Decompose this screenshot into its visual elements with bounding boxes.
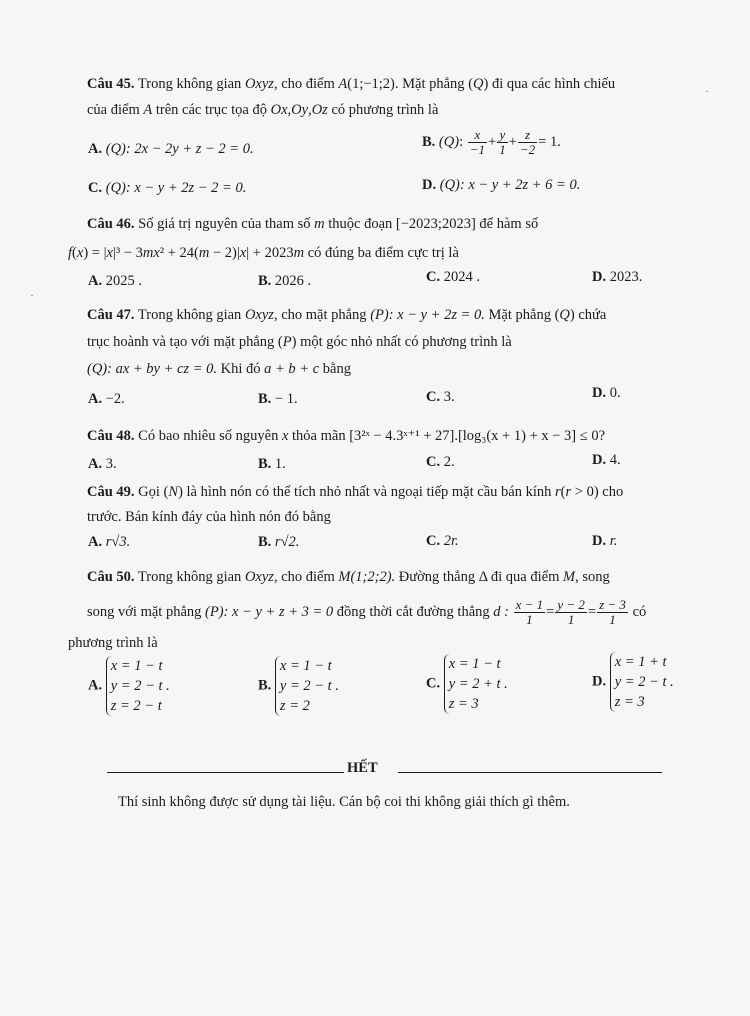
q48-option-b: B. 1.: [258, 456, 286, 472]
q46-line2: f(x) = |x|³ − 3mx² + 24(m − 2)|x| + 2023m có đúng ba điểm cực trị là: [68, 245, 459, 261]
q48-option-c: C. 2.: [426, 454, 455, 470]
q50-line3: phương trình là: [68, 635, 158, 651]
q47-line2: trục hoành và tạo với mặt phẳng (P) một góc nhỏ nhất có phương trình là: [87, 334, 512, 350]
q46-number: Câu 46.: [87, 216, 135, 232]
q50-number: Câu 50.: [87, 569, 135, 585]
q49-option-d: D. r.: [592, 533, 618, 549]
q50-option-d: D. x = 1 + t y = 2 − t . z = 3: [592, 654, 674, 710]
q50-option-c: C. x = 1 − t y = 2 + t . z = 3: [426, 656, 508, 712]
q47-line1: Câu 47. Trong không gian Oxyz, cho mặt phẳng (P): x − y + 2z = 0. Mặt phẳng (Q) chứa: [87, 307, 607, 323]
q50-system-a: x = 1 − t y = 2 − t . z = 2 − t: [106, 656, 170, 716]
end-divider-left: [107, 772, 344, 773]
q46-option-c: C. 2024 .: [426, 269, 480, 285]
q45-option-a: A. (Q): 2x − 2y + z − 2 = 0.: [88, 141, 254, 157]
q50-line1: Câu 50. Trong không gian Oxyz, cho điểm M(1;2;2). Đường thẳng Δ đi qua điểm M, song: [87, 569, 610, 585]
q49-line2: trước. Bán kính đáy của hình nón đó bằng: [87, 509, 331, 525]
scan-speck: ·: [705, 84, 709, 98]
q47-line3: (Q): ax + by + cz = 0. Khi đó a + b + c bằng: [87, 361, 351, 377]
q46-line1: Câu 46. Số giá trị nguyên của tham số m thuộc đoạn [−2023;2023] để hàm số: [87, 216, 539, 232]
q50-option-a: A. x = 1 − t y = 2 − t . z = 2 − t: [88, 658, 170, 714]
end-divider-right: [398, 772, 662, 773]
footer-note: Thí sinh không được sử dụng tài liệu. Cán bộ coi thi không giải thích gì thêm.: [118, 794, 570, 810]
q47-number: Câu 47.: [87, 307, 135, 323]
q47-option-d: D. 0.: [592, 385, 621, 401]
q47-option-b: B. − 1.: [258, 391, 298, 407]
q49-option-a: A. r√3.: [88, 534, 131, 550]
q47-option-c: C. 3.: [426, 389, 455, 405]
q45-line2: của điểm A trên các trục tọa độ Ox,Oy,Oz có phương trình là: [87, 102, 439, 118]
q48-option-d: D. 4.: [592, 452, 621, 468]
q49-option-c: C. 2r.: [426, 533, 459, 549]
q49-number: Câu 49.: [87, 484, 135, 500]
q48-number: Câu 48.: [87, 428, 135, 444]
q49-option-b: B. r√2.: [258, 534, 300, 550]
q48-option-a: A. 3.: [88, 456, 117, 472]
end-marker: HẾT: [347, 760, 378, 776]
q49-line1: Câu 49. Gọi (N) là hình nón có thể tích nhỏ nhất và ngoại tiếp mặt cầu bán kính r(r > 0) cho: [87, 484, 624, 500]
q47-option-a: A. −2.: [88, 391, 125, 407]
q50-line2: song với mặt phẳng (P): x − y + z + 3 = 0 đồng thời cắt đường thẳng d : $\frac{x - 1}{1}$ = $\frac{y - 2}{1}$ = $\frac{z - 3}{1}$ có: [87, 597, 647, 627]
q50-system-b: x = 1 − t y = 2 − t . z = 2: [275, 656, 339, 716]
q48-line1: Câu 48. Có bao nhiêu số nguyên x thỏa mãn [3²ˣ − 4.3ˣ⁺¹ + 27].[log₃(x + 1) + x − 3] ≤ 0?: [87, 428, 606, 444]
q50-system-d: x = 1 + t y = 2 − t . z = 3: [610, 652, 674, 712]
q45-option-b: B. (Q): $\frac{x}{-1}$ + $\frac{y}{1}$ + $\frac{z}{-2}$ = 1.: [422, 127, 561, 157]
q50-system-c: x = 1 − t y = 2 + t . z = 3: [444, 654, 508, 714]
q46-option-b: B. 2026 .: [258, 273, 312, 289]
q45-number: Câu 45.: [87, 76, 135, 92]
scan-speck: ·: [30, 288, 34, 302]
q45-option-d: D. (Q): x − y + 2z + 6 = 0.: [422, 177, 581, 193]
q45-line1: Câu 45. Trong không gian Oxyz, cho điểm A(1;−1;2). Mặt phẳng (Q) đi qua các hình chiếu: [87, 76, 616, 92]
q45-option-c: C. (Q): x − y + 2z − 2 = 0.: [88, 180, 247, 196]
q46-option-a: A. 2025 .: [88, 273, 142, 289]
q46-option-d: D. 2023.: [592, 269, 643, 285]
q50-option-b: B. x = 1 − t y = 2 − t . z = 2: [258, 658, 339, 714]
